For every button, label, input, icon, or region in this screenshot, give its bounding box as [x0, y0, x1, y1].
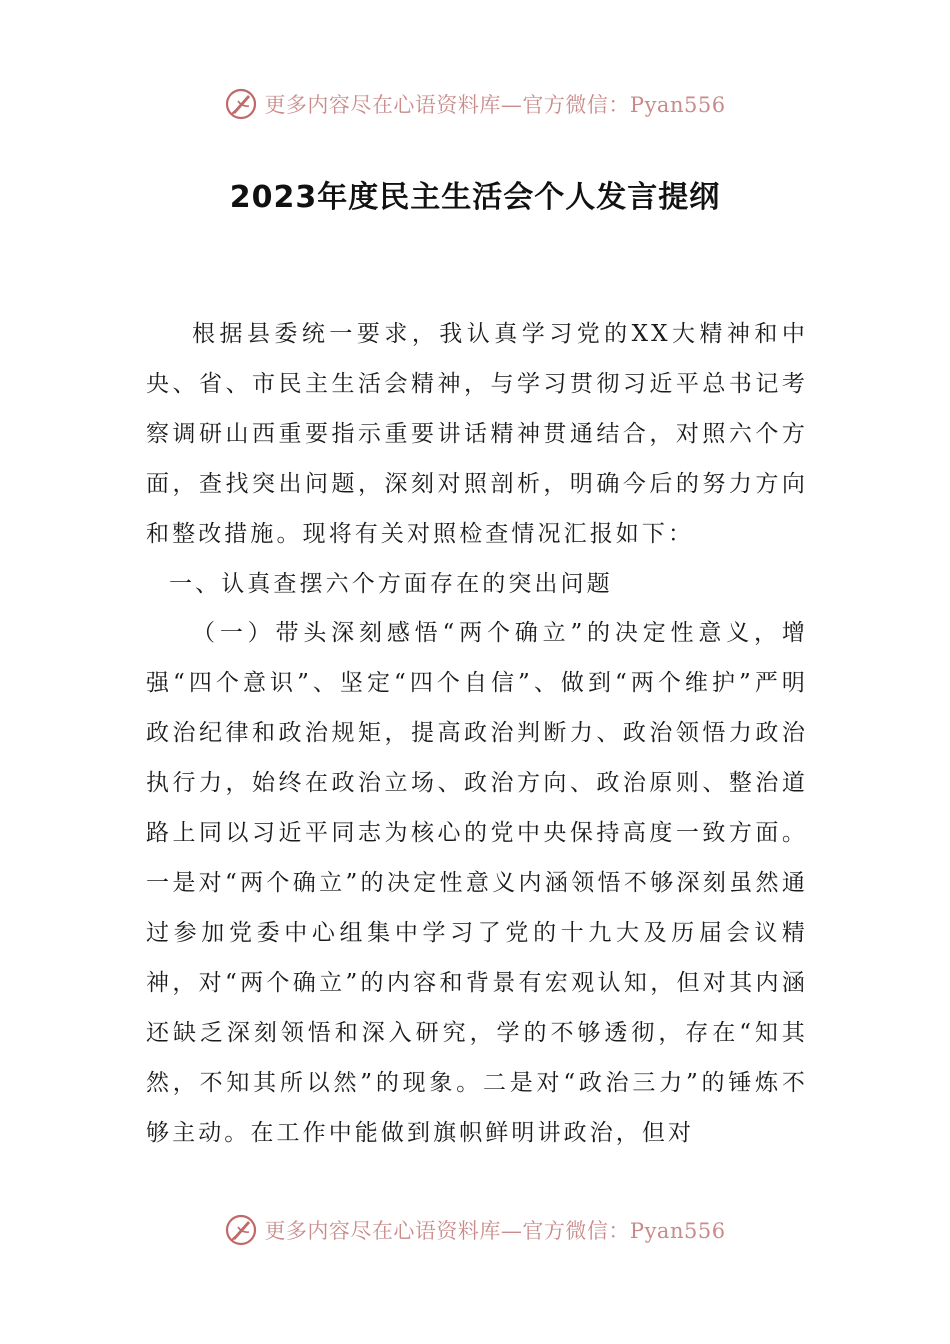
watermark-text: 更多内容尽在心语资料库—官方微信：Pyan556 — [264, 1219, 726, 1243]
document-body — [146, 310, 808, 1158]
document-title: 2023年度民主生活会个人发言提纲 — [229, 180, 721, 215]
intro-paragraph: 根据县委统一要求，我认真学习党的XX大精神和中央、省、市民主生活会精神，与学习贯彻习近平总书记考察调研山西重要指示重要讲话精神贯通结合，对照六个方面，查找突出问题，深刻对照剖析，明确今后的努力方向和整改措施。现将有关对照检查情况汇报如下： — [146, 321, 808, 547]
section-heading: 一、认真查摆六个方面存在的突出问题 — [169, 570, 613, 597]
quill-pen-logo-icon — [224, 87, 258, 121]
watermark-text: 更多内容尽在心语资料库—官方微信：Pyan556 — [264, 93, 726, 117]
quill-pen-logo-icon — [224, 1213, 258, 1247]
body-paragraph: （一）带头深刻感悟“两个确立”的决定性意义，增强“四个意识”、坚定“四个自信”、做到“两个维护”严明政治纪律和政治规矩，提高政治判断力、政治领悟力政治执行力，始终在政治立场、政治方向、政治原则、整治道路上同以习近平同志为核心的党中央保持高度一致方面。一是对“两个确立”的决定性意义内涵领悟不够深刻虽然通过参加党委中心组集中学习了党的十九大及历届会议精神，对“两个确立”的内容和背景有宏观认知，但对其内涵还缺乏深刻领悟和深入研究，学的不够透彻，存在“知其然，不知其所以然”的现象。二是对“政治三力”的锤炼不够主动。在工作中能做到旗帜鲜明讲政治，但对 — [146, 620, 808, 1146]
watermark-header — [0, 82, 950, 126]
watermark-footer — [0, 1208, 950, 1252]
